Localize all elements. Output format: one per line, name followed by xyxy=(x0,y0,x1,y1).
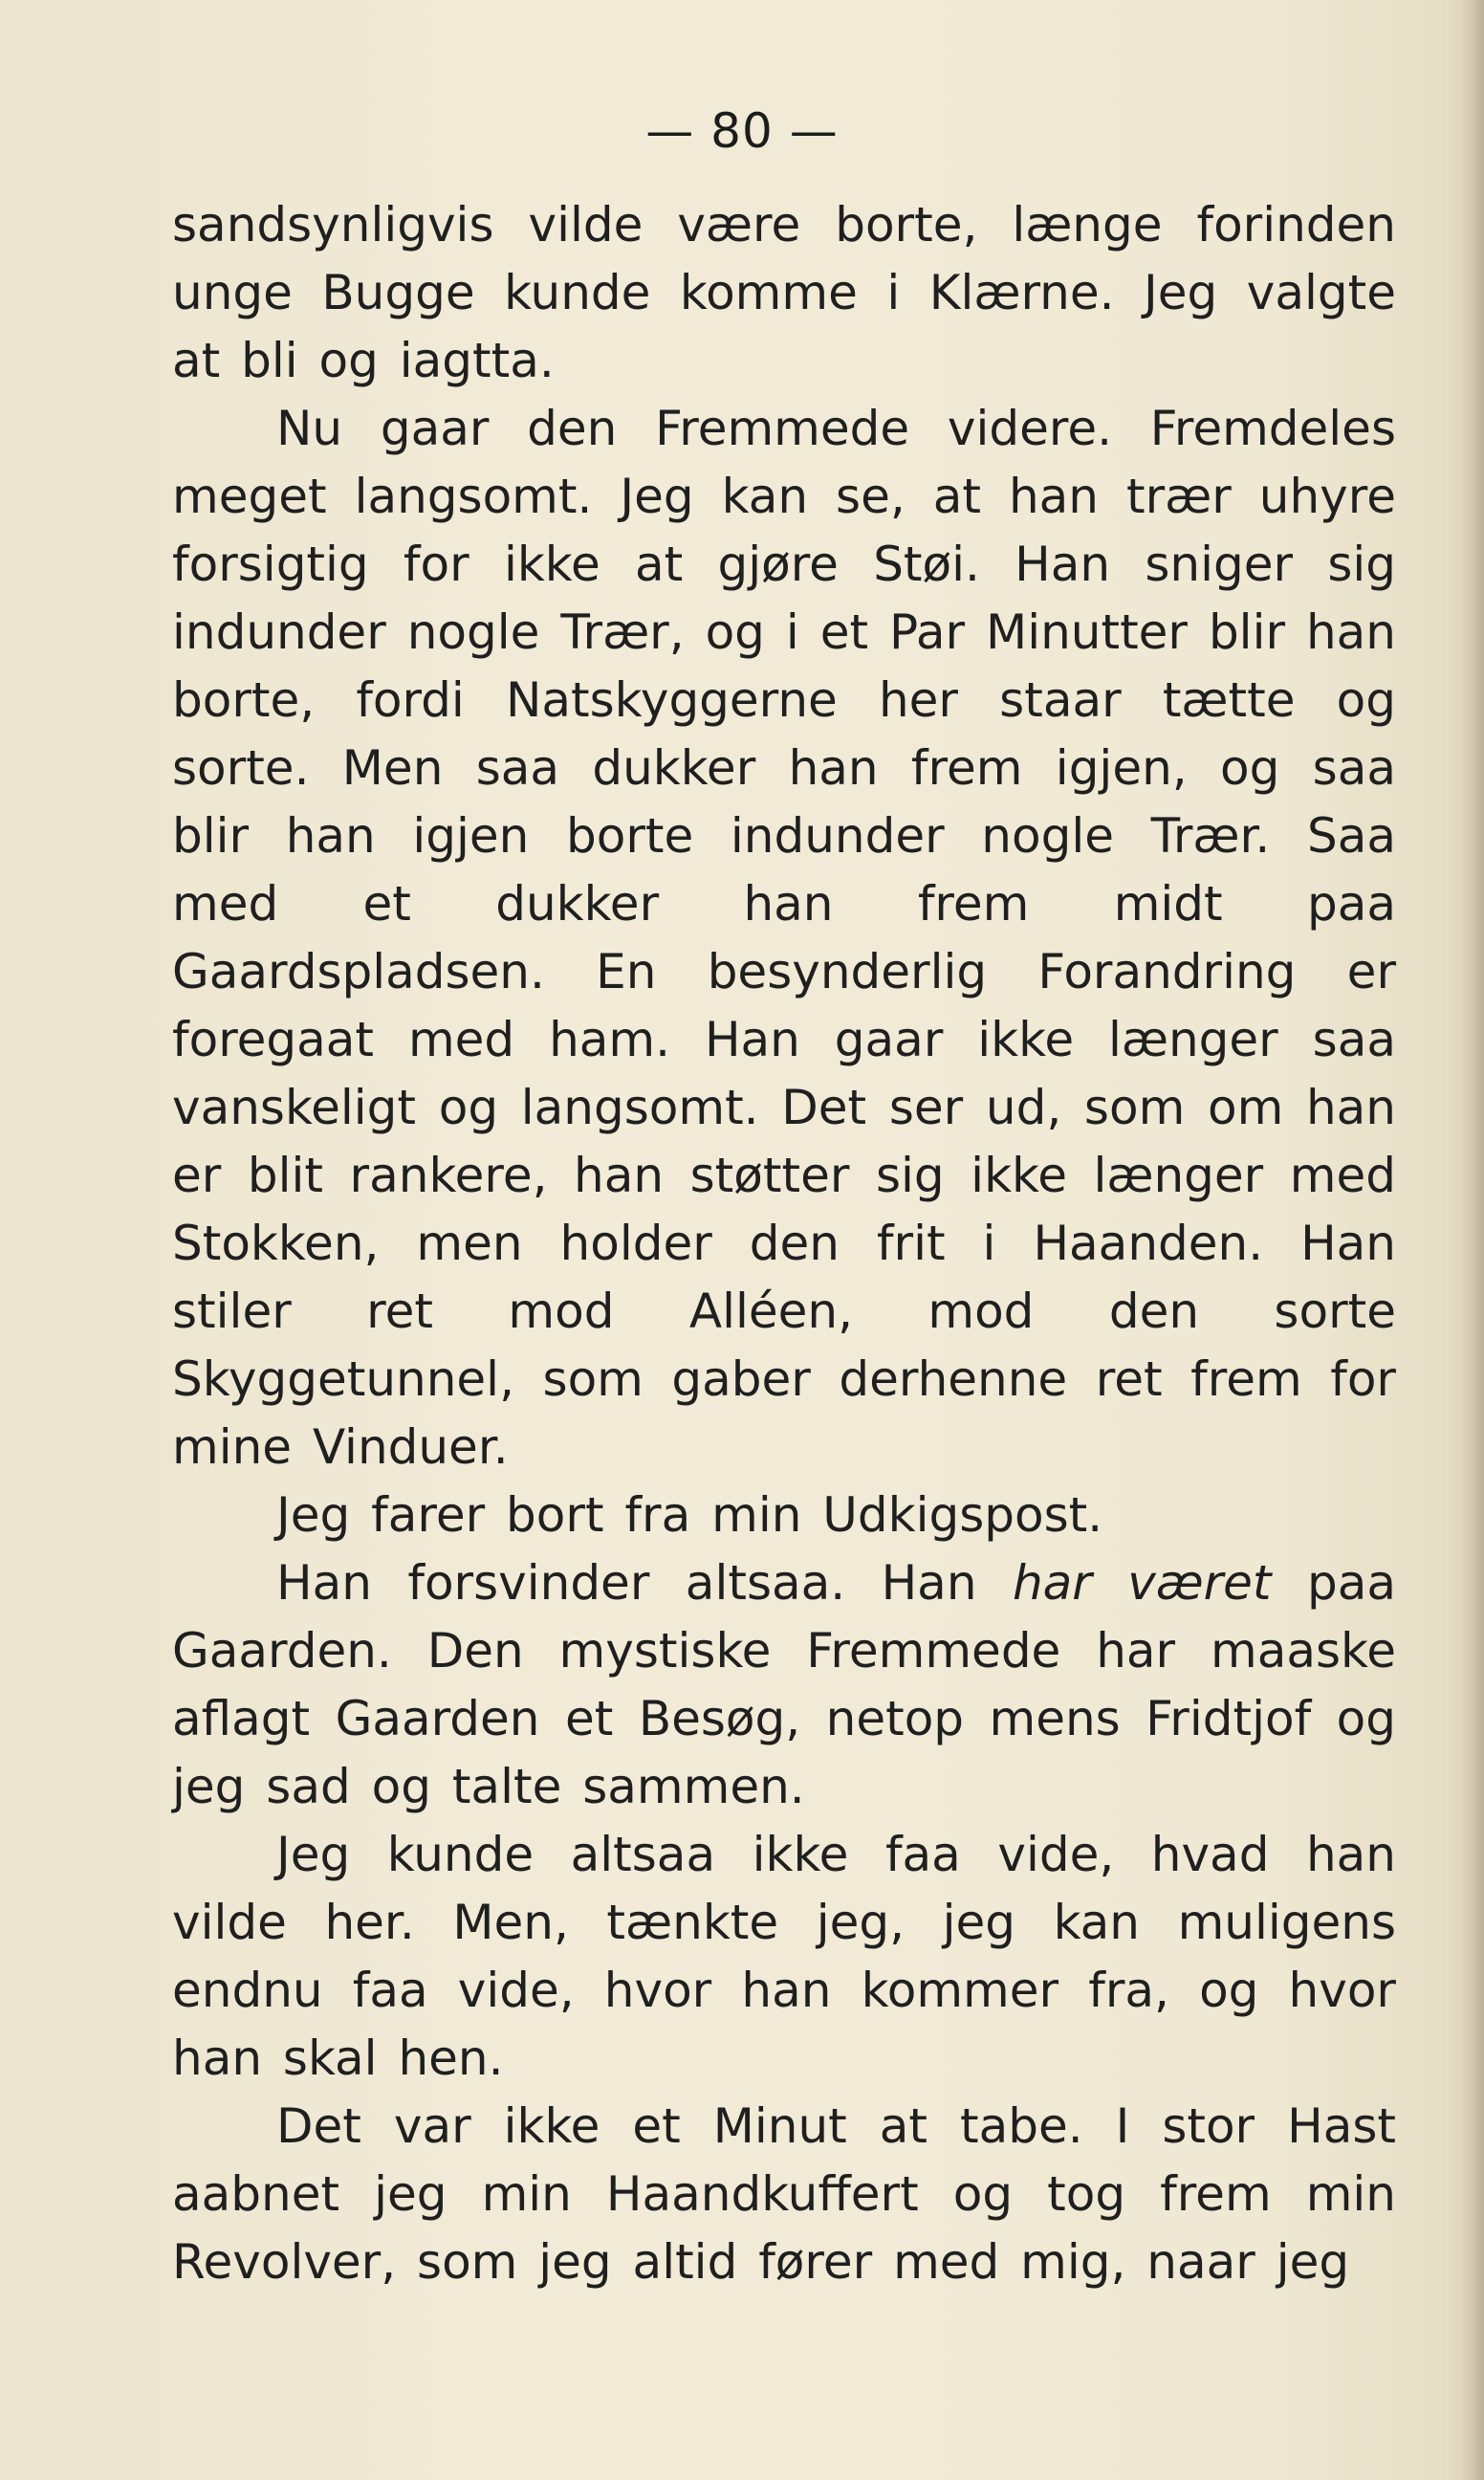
page-number: — 80 — xyxy=(645,103,839,159)
page-edge-shadow xyxy=(1461,0,1484,2480)
paragraph-2: Nu gaar den Fremmede videre. Fremdeles meget langsomt. Jeg kan se, at han trær uhyre forsigtig for ikke at gjøre Støi. Han sniger sig indunder nogle Trær, og i et Par Minutter blir han borte, fordi Natskyggerne her staar tætte og sorte. Men saa dukker han frem igjen, og saa blir han igjen borte indunder nogle Trær. Saa med et dukker han frem midt paa Gaardspladsen. En besynderlig Forandring er foregaat med ham. Han gaar ikke længer saa vanskeligt og langsomt. Det ser ud, som om han er blit rankere, han støtter sig ikke længer med Stokken, men holder den frit i Haanden. Han stiler ret mod Alléen, mod den sorte Skyggetunnel, som gaber derhenne ret frem for mine Vinduer. xyxy=(172,401,1396,1475)
paragraph-4 xyxy=(172,1549,1396,1821)
paragraph-5: Jeg kunde altsaa ikke faa vide, hvad han vilde her. Men, tænkte jeg, jeg kan muligens endnu faa vide, hvor han kommer fra, og hvor han skal hen. xyxy=(172,1827,1396,2086)
paragraph-4-text-after: paa Gaarden. Den mystiske Fremmede har maaske aflagt Gaarden et Besøg, netop mens Fridtjof og jeg sad og talte sammen. xyxy=(172,1555,1396,1814)
paragraph-4-italic: har været xyxy=(1012,1555,1272,1611)
paragraph-3: Jeg farer bort fra min Udkigspost. xyxy=(276,1487,1103,1543)
paragraph-6: Det var ikke et Minut at tabe. I stor Hast aabnet jeg min Haandkuffert og tog frem min Revolver, som jeg altid fører med mig, naar jeg xyxy=(172,2098,1396,2290)
body-text xyxy=(172,191,1396,2296)
paragraph-1: sandsynligvis vilde være borte, længe forinden unge Bugge kunde komme i Klærne. Jeg valgte at bli og iagtta. xyxy=(172,197,1396,388)
paragraph-4-text-before: Han forsvinder altsaa. Han xyxy=(276,1555,1013,1611)
